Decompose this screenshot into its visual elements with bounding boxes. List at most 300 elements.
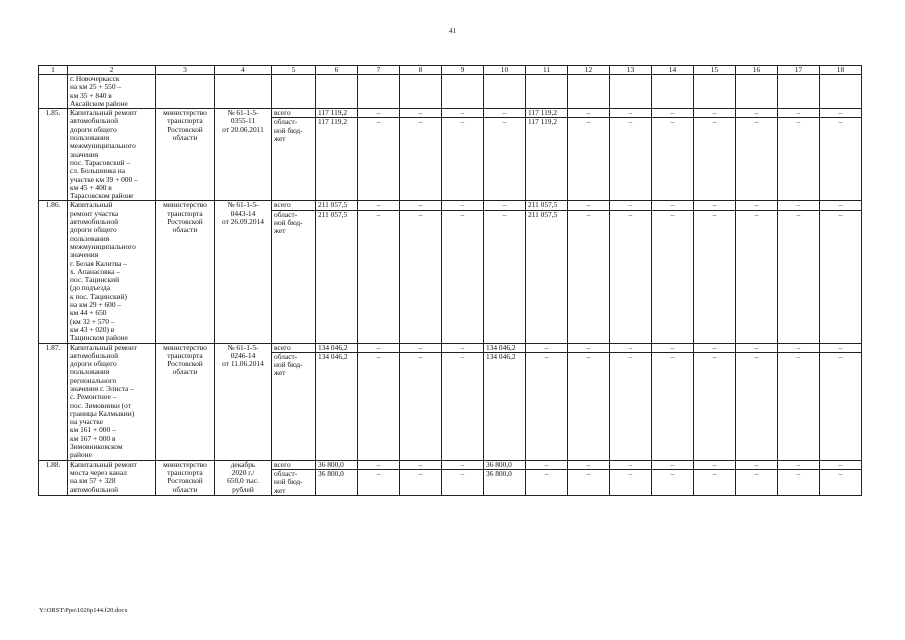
object-name-cell-line: дороги общего bbox=[70, 225, 117, 235]
value-total: – bbox=[670, 200, 675, 210]
value-budget: – bbox=[526, 352, 567, 361]
executor-cell-line: области bbox=[172, 133, 198, 143]
value-budget: – bbox=[568, 117, 609, 126]
value-cell bbox=[484, 201, 526, 343]
value-cell bbox=[484, 460, 526, 495]
object-name-cell-line: сл. Большинка на bbox=[70, 166, 126, 176]
value-budget: 36 800,0 bbox=[484, 469, 525, 478]
column-number-16: 16 bbox=[736, 66, 778, 75]
table-row bbox=[39, 75, 862, 109]
document-cell bbox=[215, 343, 272, 460]
value-total: 211 057,5 bbox=[528, 200, 558, 210]
executor-cell bbox=[156, 201, 215, 343]
value-cell bbox=[316, 109, 358, 201]
document-cell-line: 650,0 тыс. bbox=[227, 476, 259, 486]
page-number: 41 bbox=[449, 27, 456, 35]
object-name-cell-line: значения г. Элиста – bbox=[70, 383, 134, 393]
value-total: – bbox=[796, 343, 801, 352]
table-body bbox=[39, 66, 862, 496]
value-total: – bbox=[418, 200, 423, 210]
object-name-cell-line: (до подъезда bbox=[70, 283, 110, 293]
financing-budget-label: област- bbox=[272, 210, 315, 219]
value-cell bbox=[358, 201, 400, 343]
object-name-cell-line: к пос. Тацинский) bbox=[70, 291, 127, 301]
object-name-cell-line: районе bbox=[70, 450, 92, 460]
object-name-cell-line: км 35 + 840 в bbox=[70, 90, 112, 100]
value-total: 134 046,2 bbox=[486, 343, 516, 352]
value-total: – bbox=[838, 343, 843, 352]
object-name-cell-line: Капитальный ремонт bbox=[70, 460, 137, 469]
document-cell-line: от 11.06.2014 bbox=[222, 359, 264, 369]
object-name-cell-line: Аксайском районе bbox=[70, 98, 128, 108]
value-cell bbox=[568, 343, 610, 460]
value-cell bbox=[694, 460, 736, 495]
column-number-3: 3 bbox=[156, 66, 215, 75]
value-cell bbox=[526, 201, 568, 343]
document-cell-line: от 26.09.2014 bbox=[222, 217, 264, 227]
empty-cell bbox=[484, 75, 526, 109]
object-name-cell bbox=[68, 343, 156, 460]
object-name-cell bbox=[68, 75, 156, 109]
value-budget: – bbox=[526, 469, 567, 478]
value-budget: – bbox=[400, 210, 441, 219]
object-name-cell-line: г. Белая Калитва – bbox=[70, 258, 127, 268]
object-name-cell-line: Капитальный bbox=[70, 200, 113, 210]
value-budget: – bbox=[568, 469, 609, 478]
value-cell bbox=[316, 201, 358, 343]
document-cell-line: 0355-11 bbox=[230, 116, 256, 126]
executor-cell-line: транспорта bbox=[167, 350, 203, 360]
object-name-cell-line: границы Калмыкии) bbox=[70, 408, 135, 418]
value-cell bbox=[484, 343, 526, 460]
value-budget: – bbox=[610, 352, 651, 361]
value-cell bbox=[568, 201, 610, 343]
value-total: – bbox=[376, 200, 381, 210]
value-budget: 211 057,5 bbox=[526, 210, 567, 219]
value-cell bbox=[820, 343, 862, 460]
value-budget: – bbox=[442, 117, 483, 126]
financing-source-cell bbox=[272, 460, 316, 495]
value-budget: – bbox=[610, 469, 651, 478]
empty-cell bbox=[652, 75, 694, 109]
object-name-cell-line: автомобильной bbox=[70, 350, 119, 360]
executor-cell-line: министерство bbox=[163, 200, 207, 210]
value-cell bbox=[778, 201, 820, 343]
object-name-cell-line: пос. Тарасовский – bbox=[70, 157, 131, 167]
value-total: – bbox=[376, 343, 381, 352]
document-cell bbox=[215, 460, 272, 495]
financing-total-label: всего bbox=[274, 200, 291, 210]
object-name-cell-line: межмуниципального bbox=[70, 141, 136, 151]
empty-cell bbox=[272, 75, 316, 109]
value-total: – bbox=[712, 460, 717, 469]
footer-file-path: Y:\ORST\Ppo\1026p144.f20.docx bbox=[39, 607, 128, 614]
empty-cell bbox=[156, 75, 215, 109]
value-total: – bbox=[502, 200, 507, 210]
value-total: – bbox=[838, 108, 843, 118]
object-name-cell-line: км 44 + 650 bbox=[70, 308, 107, 318]
empty-cell bbox=[778, 75, 820, 109]
value-budget: 211 057,5 bbox=[316, 210, 357, 219]
value-budget: – bbox=[652, 352, 693, 361]
value-budget: – bbox=[694, 352, 735, 361]
row-number-cell: 1.86. bbox=[39, 201, 68, 343]
object-name-cell-line: х. Апанасовка – bbox=[70, 266, 120, 276]
empty-cell bbox=[316, 75, 358, 109]
value-total: 211 057,5 bbox=[318, 200, 348, 210]
empty-cell bbox=[610, 75, 652, 109]
value-cell bbox=[400, 343, 442, 460]
financing-budget-label: жет bbox=[274, 368, 286, 378]
value-total: – bbox=[418, 108, 423, 118]
document-cell bbox=[215, 201, 272, 343]
object-name-cell-line: межмуниципального bbox=[70, 241, 136, 251]
value-cell bbox=[820, 201, 862, 343]
object-name-cell-line: Капитальный ремонт bbox=[70, 108, 137, 118]
column-number-14: 14 bbox=[652, 66, 694, 75]
object-name-cell-line: пользования bbox=[70, 233, 110, 243]
value-total: – bbox=[754, 343, 759, 352]
value-total: – bbox=[754, 108, 759, 118]
object-name-cell-line: км 167 + 000 в bbox=[70, 433, 116, 443]
row-number-cell: 1.87. bbox=[39, 343, 68, 460]
table-row bbox=[39, 343, 862, 460]
value-total: – bbox=[628, 200, 633, 210]
value-total: – bbox=[670, 343, 675, 352]
value-total: – bbox=[670, 460, 675, 469]
value-total: – bbox=[460, 460, 465, 469]
object-name-cell-line: км 43 + 020) в bbox=[70, 324, 115, 334]
financing-budget-label: област- bbox=[272, 117, 315, 126]
document-cell-line: № 61-1-5- bbox=[227, 108, 259, 118]
value-cell bbox=[400, 109, 442, 201]
value-budget: – bbox=[736, 469, 777, 478]
object-name-cell-line: регионального bbox=[70, 375, 117, 385]
financing-total-label: всего bbox=[274, 460, 291, 469]
row-number-cell: 1.85. bbox=[39, 109, 68, 201]
financing-budget-label: област- bbox=[272, 352, 315, 361]
column-number-1: 1 bbox=[39, 66, 68, 75]
object-name-cell-line: (км 32 + 570 – bbox=[70, 316, 115, 326]
value-budget: – bbox=[400, 117, 441, 126]
value-cell bbox=[778, 343, 820, 460]
value-budget: – bbox=[442, 352, 483, 361]
value-cell bbox=[820, 460, 862, 495]
value-cell bbox=[736, 201, 778, 343]
column-number-15: 15 bbox=[694, 66, 736, 75]
value-cell bbox=[400, 460, 442, 495]
executor-cell-line: Ростовской bbox=[167, 359, 203, 369]
value-cell bbox=[652, 109, 694, 201]
executor-cell-line: области bbox=[172, 367, 198, 377]
value-total: – bbox=[712, 200, 717, 210]
object-name-cell-line: Зимовниковском bbox=[70, 442, 123, 452]
row-number-cell: 1.88. bbox=[39, 460, 68, 495]
object-name-cell-line: км 161 + 000 – bbox=[70, 425, 116, 435]
financing-budget-label: ной бюд- bbox=[274, 125, 303, 135]
object-name-cell-line: автомобильной bbox=[70, 217, 119, 227]
financing-budget-label: жет bbox=[274, 226, 286, 236]
financing-budget-label: ной бюд- bbox=[274, 218, 303, 228]
value-total: – bbox=[418, 460, 423, 469]
value-cell bbox=[526, 343, 568, 460]
value-cell bbox=[442, 460, 484, 495]
object-name-cell-line: дороги общего bbox=[70, 359, 117, 369]
column-number-11: 11 bbox=[526, 66, 568, 75]
document-cell-line: 2020 г./ bbox=[231, 467, 255, 477]
value-cell bbox=[652, 460, 694, 495]
value-cell bbox=[610, 460, 652, 495]
executor-cell-line: транспорта bbox=[167, 208, 203, 218]
value-cell bbox=[358, 343, 400, 460]
value-cell bbox=[778, 460, 820, 495]
value-total: 117 119,2 bbox=[528, 108, 558, 118]
object-name-cell-line: пользования bbox=[70, 367, 110, 377]
value-total: – bbox=[796, 108, 801, 118]
document-cell-line: декабрь bbox=[230, 460, 256, 469]
object-name-cell-line: автомобильной bbox=[70, 116, 119, 126]
value-total: – bbox=[838, 200, 843, 210]
object-name-cell-line: пользования bbox=[70, 133, 110, 143]
column-number-17: 17 bbox=[778, 66, 820, 75]
value-budget: – bbox=[400, 469, 441, 478]
object-name-cell-line: Тарасовском районе bbox=[70, 191, 134, 201]
document-cell-line: рублей bbox=[232, 484, 254, 494]
column-number-7: 7 bbox=[358, 66, 400, 75]
value-budget: – bbox=[652, 469, 693, 478]
object-name-cell-line: с. Ремонтное – bbox=[70, 392, 117, 402]
executor-cell-line: Ростовской bbox=[167, 124, 203, 134]
value-total: – bbox=[754, 200, 759, 210]
document-cell-line: № 61-1-5- bbox=[227, 200, 259, 210]
object-name-cell-line: на км 57 + 328 bbox=[70, 476, 116, 486]
value-budget: – bbox=[442, 210, 483, 219]
empty-cell bbox=[820, 75, 862, 109]
value-cell bbox=[610, 109, 652, 201]
value-budget: – bbox=[694, 117, 735, 126]
empty-cell bbox=[400, 75, 442, 109]
financing-source-cell bbox=[272, 201, 316, 343]
value-budget: – bbox=[484, 210, 525, 219]
value-cell bbox=[358, 460, 400, 495]
document-cell-line: от 20.06.2011 bbox=[222, 124, 264, 134]
value-cell bbox=[778, 109, 820, 201]
value-total: – bbox=[544, 460, 549, 469]
financing-source-cell bbox=[272, 343, 316, 460]
financing-budget-label: ной бюд- bbox=[274, 360, 303, 370]
value-budget: – bbox=[652, 117, 693, 126]
financing-budget-label: жет bbox=[274, 485, 286, 495]
value-cell bbox=[652, 201, 694, 343]
executor-cell-line: области bbox=[172, 484, 198, 494]
value-budget: – bbox=[736, 210, 777, 219]
value-cell bbox=[610, 201, 652, 343]
value-cell bbox=[568, 109, 610, 201]
value-budget: – bbox=[484, 117, 525, 126]
value-cell bbox=[316, 343, 358, 460]
value-total: – bbox=[712, 108, 717, 118]
object-name-cell-line: автомобильной bbox=[70, 484, 119, 494]
value-budget: – bbox=[568, 352, 609, 361]
value-total: 117 119,2 bbox=[318, 108, 348, 118]
financing-budget-label: област- bbox=[272, 469, 315, 478]
value-budget: – bbox=[778, 210, 819, 219]
value-total: – bbox=[670, 108, 675, 118]
object-name-cell-line: км 45 + 400 в bbox=[70, 182, 112, 192]
value-budget: – bbox=[778, 352, 819, 361]
object-name-cell-line: пос. Зимовники (от bbox=[70, 400, 131, 410]
column-number-10: 10 bbox=[484, 66, 526, 75]
empty-cell bbox=[736, 75, 778, 109]
value-cell bbox=[694, 201, 736, 343]
value-total: 36 800,0 bbox=[318, 460, 344, 469]
value-total: – bbox=[502, 108, 507, 118]
object-name-cell-line: Капитальный ремонт bbox=[70, 343, 137, 352]
value-total: 134 046,2 bbox=[318, 343, 348, 352]
value-total: – bbox=[754, 460, 759, 469]
value-cell bbox=[694, 109, 736, 201]
empty-cell bbox=[694, 75, 736, 109]
value-budget: 134 046,2 bbox=[316, 352, 357, 361]
value-budget: – bbox=[820, 469, 861, 478]
value-budget: 134 046,2 bbox=[484, 352, 525, 361]
column-number-9: 9 bbox=[442, 66, 484, 75]
value-budget: 117 119,2 bbox=[526, 117, 567, 126]
value-cell bbox=[442, 343, 484, 460]
value-total: – bbox=[628, 108, 633, 118]
value-budget: – bbox=[400, 352, 441, 361]
value-budget: – bbox=[568, 210, 609, 219]
value-cell bbox=[736, 460, 778, 495]
value-cell bbox=[652, 343, 694, 460]
value-total: – bbox=[838, 460, 843, 469]
value-cell bbox=[736, 343, 778, 460]
object-name-cell-line: на участке bbox=[70, 417, 103, 427]
table-row bbox=[39, 460, 862, 495]
value-total: – bbox=[712, 343, 717, 352]
empty-cell bbox=[358, 75, 400, 109]
column-number-row bbox=[39, 66, 862, 75]
value-budget: – bbox=[694, 210, 735, 219]
object-name-cell-line: значения bbox=[70, 149, 99, 159]
executor-cell-line: Ростовской bbox=[167, 217, 203, 227]
value-budget: – bbox=[820, 352, 861, 361]
object-name-cell bbox=[68, 201, 156, 343]
column-number-18: 18 bbox=[820, 66, 862, 75]
value-budget: – bbox=[694, 469, 735, 478]
object-name-cell bbox=[68, 109, 156, 201]
executor-cell bbox=[156, 460, 215, 495]
value-budget: – bbox=[358, 210, 399, 219]
executor-cell bbox=[156, 109, 215, 201]
value-cell bbox=[484, 109, 526, 201]
document-cell-line: № 61-1-5- bbox=[227, 343, 259, 352]
column-number-12: 12 bbox=[568, 66, 610, 75]
value-total: – bbox=[796, 200, 801, 210]
value-cell bbox=[442, 201, 484, 343]
column-number-4: 4 bbox=[215, 66, 272, 75]
column-number-6: 6 bbox=[316, 66, 358, 75]
object-name-cell-line: участке км 39 + 000 – bbox=[70, 174, 138, 184]
value-budget: – bbox=[778, 117, 819, 126]
document-cell-line: 0246-14 bbox=[230, 350, 256, 360]
object-name-cell-line: дороги общего bbox=[70, 124, 117, 134]
value-budget: – bbox=[442, 469, 483, 478]
financing-budget-label: ной бюд- bbox=[274, 477, 303, 487]
value-cell bbox=[526, 460, 568, 495]
value-total: – bbox=[586, 108, 591, 118]
object-name-cell-line: пос. Тацинский bbox=[70, 275, 120, 285]
object-name-cell-line: на км 25 + 550 – bbox=[70, 82, 122, 92]
empty-cell bbox=[526, 75, 568, 109]
value-total: – bbox=[586, 460, 591, 469]
value-total: – bbox=[628, 460, 633, 469]
value-cell bbox=[358, 109, 400, 201]
row-number-cell bbox=[39, 75, 68, 109]
value-total: 36 800,0 bbox=[486, 460, 512, 469]
value-total: – bbox=[418, 343, 423, 352]
value-cell bbox=[442, 109, 484, 201]
financing-total-label: всего bbox=[274, 343, 291, 352]
document-cell-line: 0443-14 bbox=[230, 208, 256, 218]
financing-source-cell bbox=[272, 109, 316, 201]
object-name-cell-line: на км 29 + 600 – bbox=[70, 300, 122, 310]
column-number-8: 8 bbox=[400, 66, 442, 75]
value-budget: – bbox=[358, 117, 399, 126]
value-budget: – bbox=[610, 210, 651, 219]
value-total: – bbox=[460, 200, 465, 210]
value-budget: – bbox=[358, 352, 399, 361]
object-name-cell bbox=[68, 460, 156, 495]
value-total: – bbox=[376, 460, 381, 469]
executor-cell-line: транспорта bbox=[167, 467, 203, 477]
executor-cell-line: министерство bbox=[163, 460, 207, 469]
executor-cell-line: транспорта bbox=[167, 116, 203, 126]
value-budget: – bbox=[820, 117, 861, 126]
executor-cell bbox=[156, 343, 215, 460]
empty-cell bbox=[442, 75, 484, 109]
value-total: – bbox=[376, 108, 381, 118]
column-number-2: 2 bbox=[68, 66, 156, 75]
value-budget: 36 800,0 bbox=[316, 469, 357, 478]
value-budget: – bbox=[358, 469, 399, 478]
value-budget: – bbox=[652, 210, 693, 219]
value-total: – bbox=[586, 200, 591, 210]
value-total: – bbox=[586, 343, 591, 352]
value-total: – bbox=[460, 343, 465, 352]
value-cell bbox=[526, 109, 568, 201]
value-budget: 117 119,2 bbox=[316, 117, 357, 126]
executor-cell-line: министерство bbox=[163, 108, 207, 118]
budget-table bbox=[38, 65, 862, 496]
object-name-cell-line: ремонт участка bbox=[70, 208, 119, 218]
value-cell bbox=[568, 460, 610, 495]
executor-cell-line: министерство bbox=[163, 343, 207, 352]
empty-cell bbox=[215, 75, 272, 109]
object-name-cell-line: моста через канал bbox=[70, 467, 127, 477]
value-cell bbox=[610, 343, 652, 460]
value-total: – bbox=[796, 460, 801, 469]
column-number-5: 5 bbox=[272, 66, 316, 75]
financing-total-label: всего bbox=[274, 108, 291, 118]
value-total: – bbox=[544, 343, 549, 352]
value-budget: – bbox=[736, 117, 777, 126]
object-name-cell-line: значения bbox=[70, 250, 99, 260]
object-name-cell-line: г. Новочеркасск bbox=[70, 74, 120, 83]
document-cell bbox=[215, 109, 272, 201]
executor-cell-line: Ростовской bbox=[167, 476, 203, 486]
value-budget: – bbox=[610, 117, 651, 126]
